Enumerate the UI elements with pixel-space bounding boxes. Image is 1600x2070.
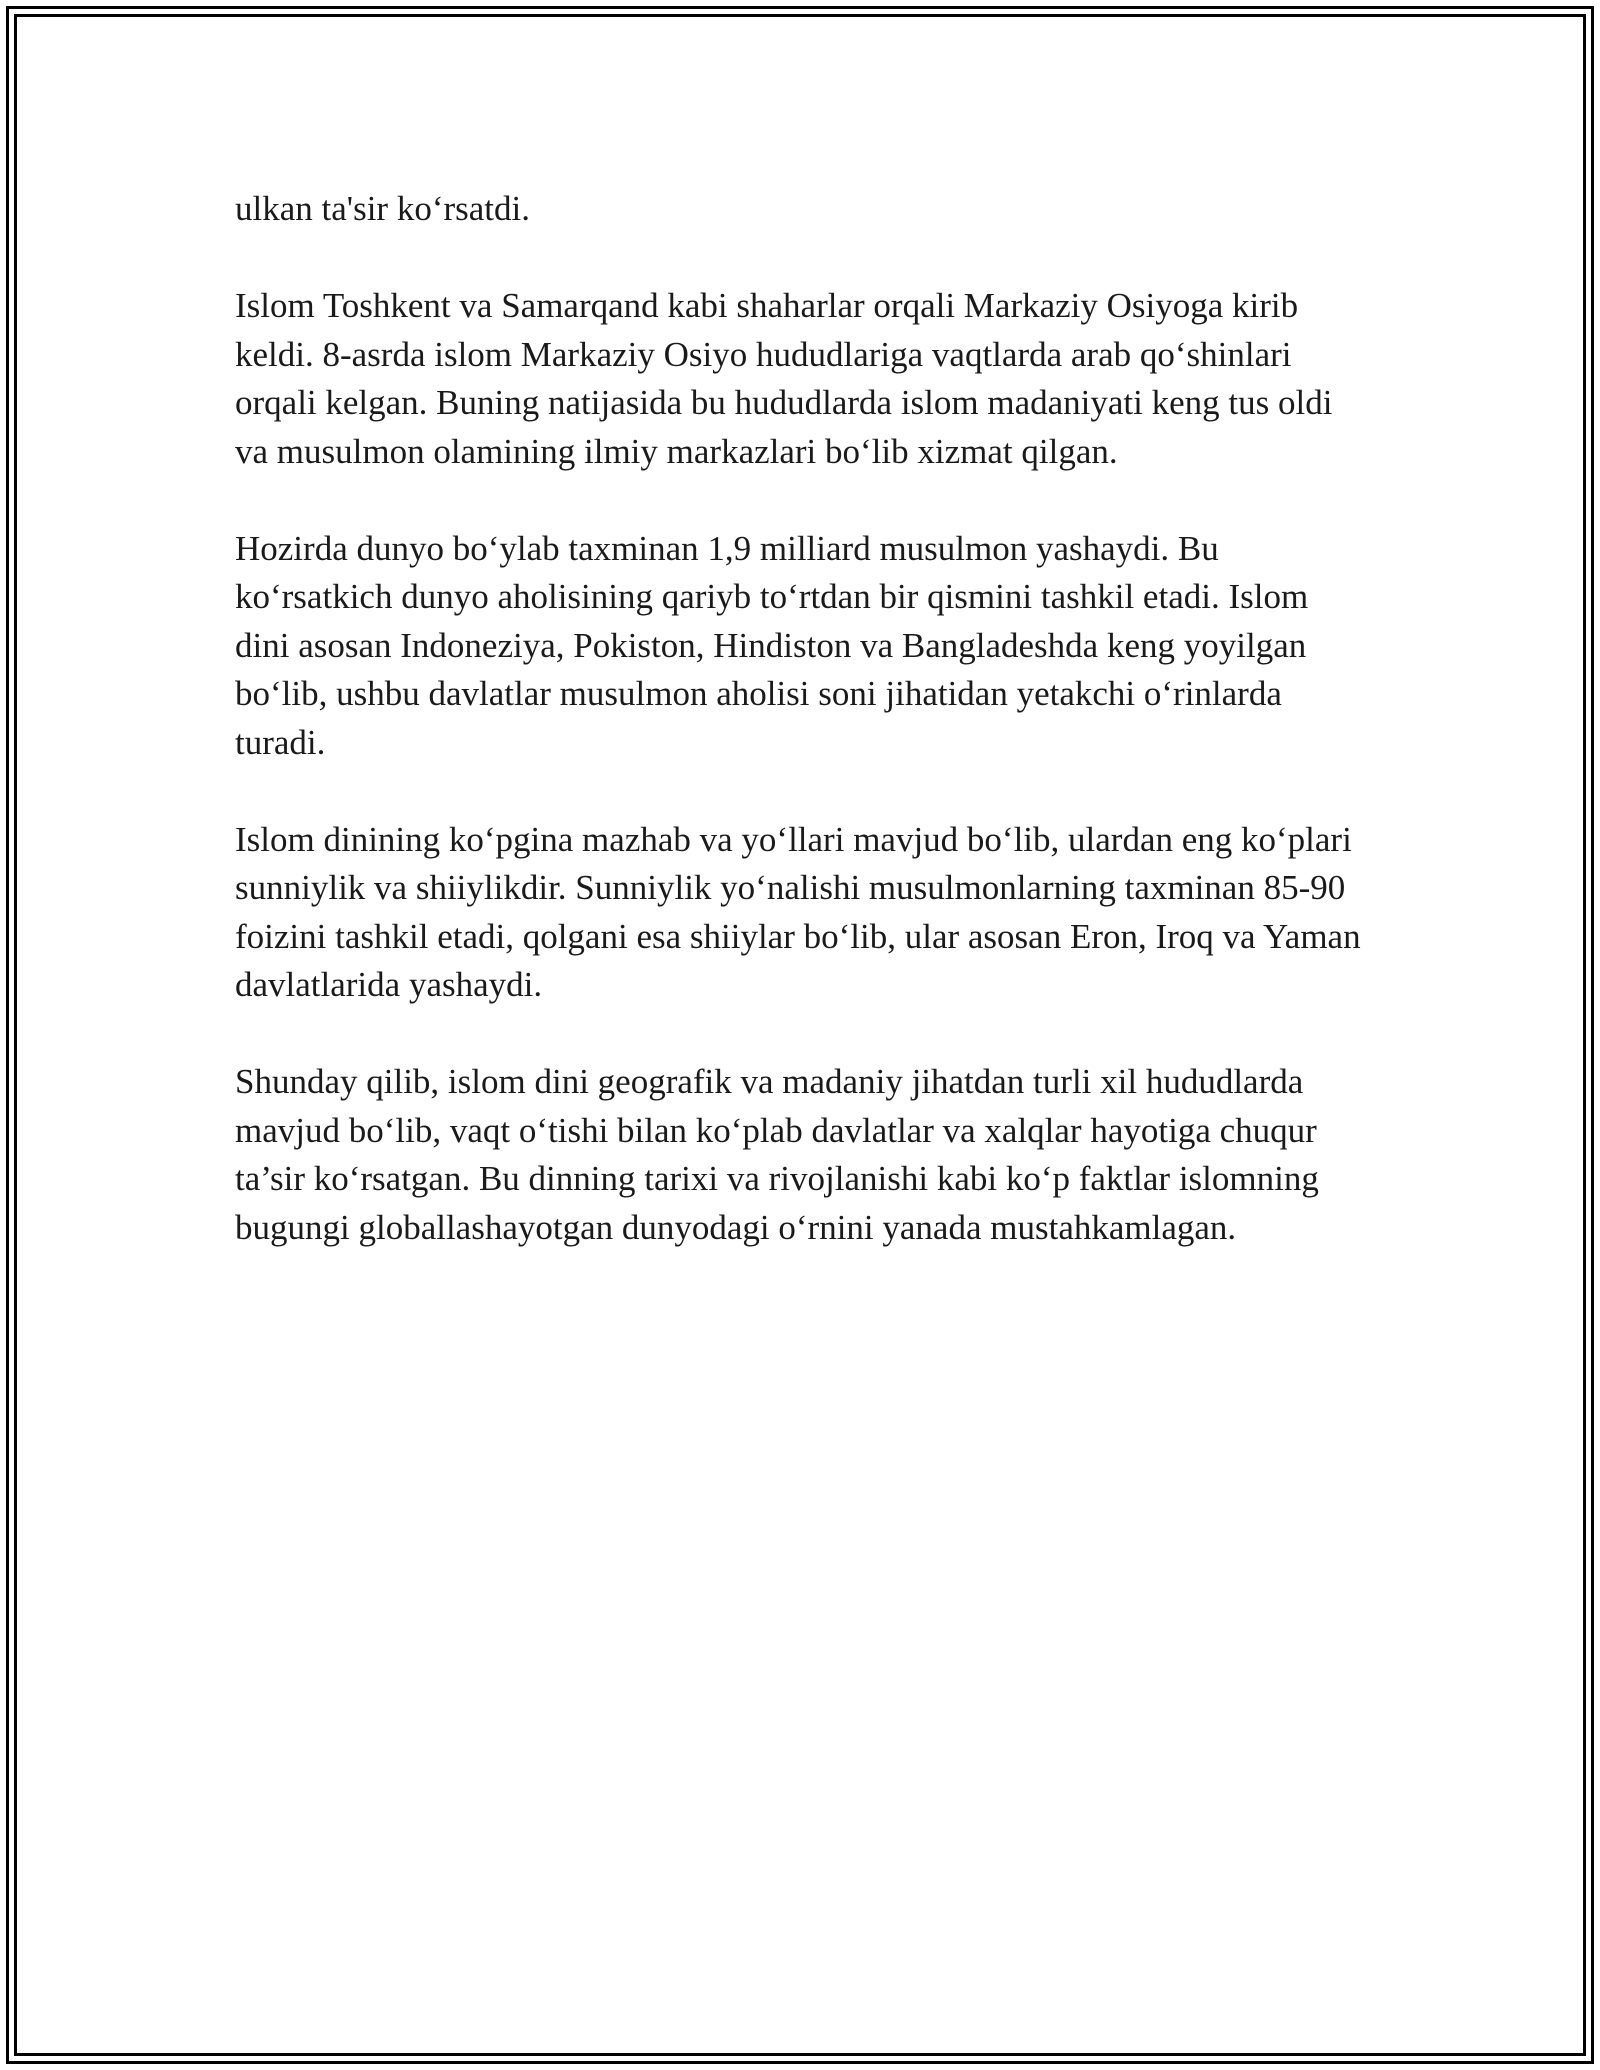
paragraph-4: Islom dinining ko‘pgina mazhab va yo‘llari mavjud bo‘lib, ulardan eng ko‘plari sunniylik va shiiylikdir. Sunniylik yo‘nalishi musulmonlarning taxminan 85-90 foizini tashkil etadi, qolgani esa shiiylar bo‘lib, ular asosan Eron, Iroq va Yaman davlatlarida yashaydi. (235, 819, 1361, 1004)
paragraph-2: Islom Toshkent va Samarqand kabi shaharlar orqali Markaziy Osiyoga kirib keldi. 8-asrda islom Markaziy Osiyo hududlariga vaqtlarda arab qo‘shinlari orqali kelgan. Buning natijasida bu hududlarda islom madaniyati keng tus oldi va musulmon olamining ilmiy markazlari bo‘lib xizmat qilgan. (235, 286, 1333, 471)
document-body (235, 185, 1370, 1301)
paragraph-1: ulkan ta'sir ko‘rsatdi. (235, 189, 530, 228)
paragraph-3: Hozirda dunyo bo‘ylab taxminan 1,9 milliard musulmon yashaydi. Bu ko‘rsatkich dunyo aholisining qariyb to‘rtdan bir qismini tashkil etadi. Islom dini asosan Indoneziya, Pokiston, Hindiston va Bangladeshda keng yoyilgan bo‘lib, ushbu davlatlar musulmon aholisi soni jihatidan yetakchi o‘rinlarda turadi. (235, 528, 1309, 762)
paragraph-5: Shunday qilib, islom dini geografik va madaniy jihatdan turli xil hududlarda mavjud bo‘lib, vaqt o‘tishi bilan ko‘plab davlatlar va xalqlar hayotiga chuqur ta’sir ko‘rsatgan. Bu dinning tarixi va rivojlanishi kabi ko‘p faktlar islomning bugungi globallashayotgan dunyodagi o‘rnini yanada mustahkamlagan. (235, 1062, 1319, 1247)
